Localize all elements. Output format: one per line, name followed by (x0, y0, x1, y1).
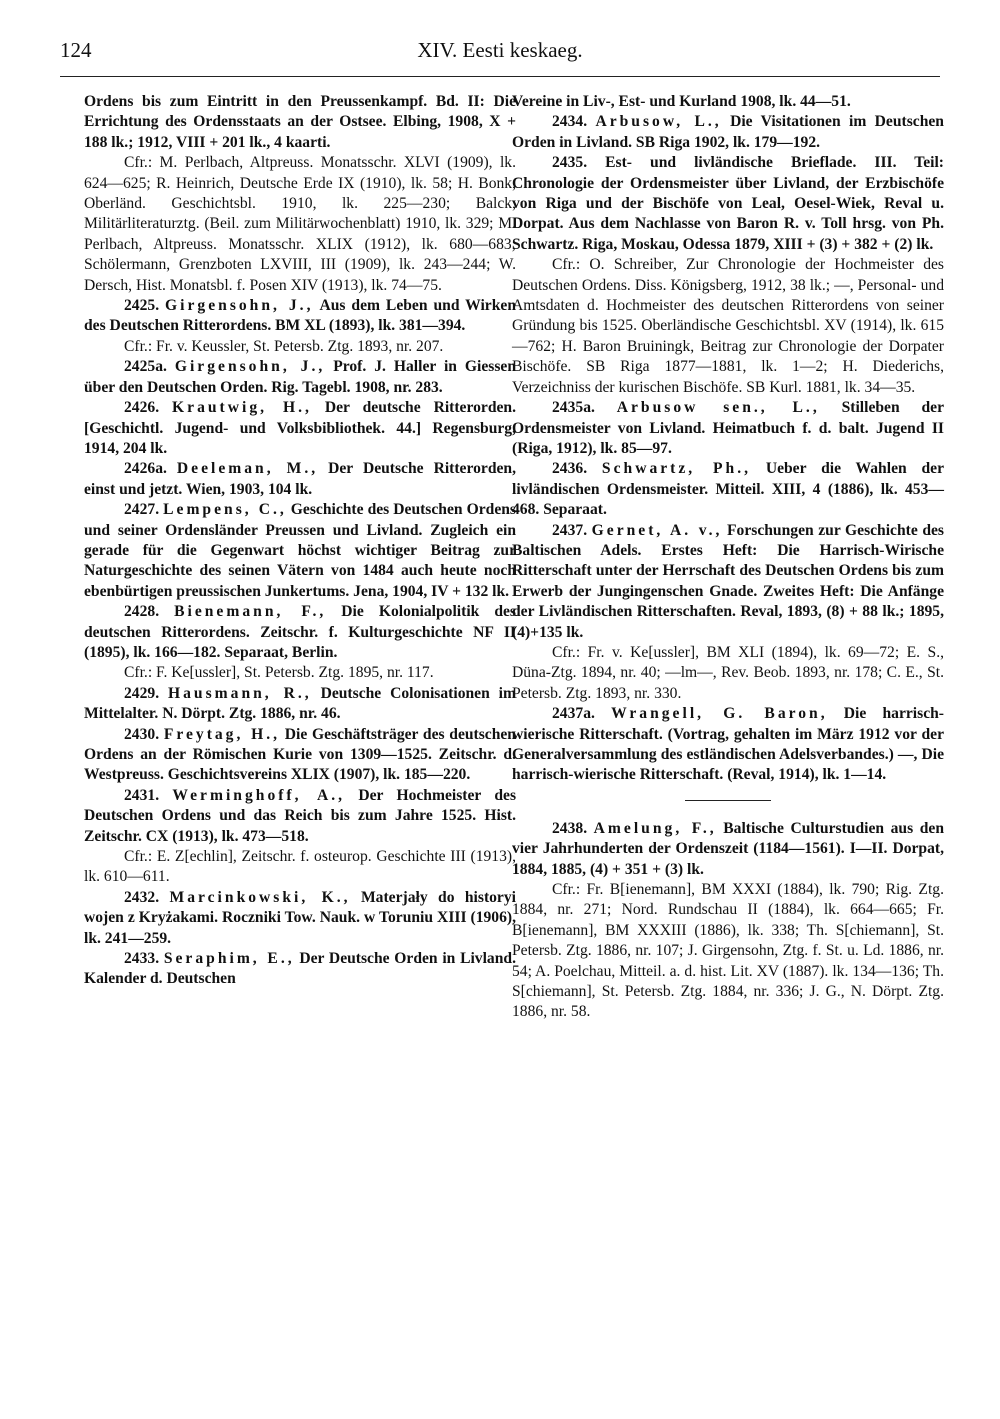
entry-title: Deutsche Colonisationen im Mittelalter. N. Dörpt. Ztg. 1886, nr. 46. (84, 684, 516, 723)
entry-number: 2437. (552, 521, 588, 539)
entry-2437a (512, 704, 944, 786)
entry-2431 (84, 786, 516, 847)
entry-2428 (84, 602, 516, 663)
entry-2426 (84, 398, 516, 459)
entry-author: Hausmann, R., (168, 684, 312, 702)
entry-title: Die Kolonialpolitik des deutschen Ritterordens. Zeitschr. f. Kulturgeschichte NF II (1895), lk. 166—182. Separaat, Berlin. (84, 603, 516, 661)
entry-number: 2433. (124, 950, 160, 968)
cfr-note: Cfr.: E. Z[echlin], Zeitschr. f. osteurop. Geschichte III (1913), lk. 610—611. (84, 848, 516, 886)
continued-entry-title: Vereine in Liv-, Est- und Kurland 1908, lk. 44—51. (512, 93, 851, 110)
entry-title: Baltische Culturstudien aus den vier Jahrhunderten der Ordenszeit (1184—1561). I—II. Dorpat, 1884, 1885, (4) + 351 + (3) lk. (512, 819, 944, 878)
header-rule (60, 76, 940, 77)
entry-title: Aus dem Leben und Wirken des Deutschen Ritterordens. BM XL (1893), lk. 381—394. (84, 297, 516, 335)
entry-title: Der Deutsche Orden in Livland. Kalender d. Deutschen (84, 950, 516, 988)
entry-2437 (512, 521, 944, 643)
right-column (512, 92, 944, 1023)
entry-number: 2432. (124, 888, 160, 906)
entry-author: Arbusow, L., (595, 113, 722, 131)
entry-2426a (84, 459, 516, 500)
entry-author: Freytag, H., (163, 725, 281, 743)
entry-author: Girgensohn, J., (174, 358, 326, 376)
entry-number: 2430. (124, 725, 160, 743)
entry-title: Der Hochmeister des Deutschen Ordens und das Reich bis zum Jahre 1525. Hist. Zeitschr. CX (1913), lk. 473—518. (84, 786, 517, 845)
entry-2435a (512, 398, 944, 459)
running-title: XIV. Eesti keskaeg. (417, 38, 583, 62)
entry-author: Schwartz, Ph., (601, 460, 751, 478)
entry-title: Est- und livländische Brieflade. III. Teil: Chronologie der Ordensmeister über Livland, der Erzbischöfe von Riga und der Bischöfe von Leal, Oesel-Wiek, Reval u. Dorpat. Aus dem Nachlasse von Baron R. v. Toll hrsg. von Ph. Schwartz. Riga, Moskau, Odessa 1879, XIII + (3) + 382 + (2) lk. (512, 154, 944, 253)
entry-number: 2425. (124, 297, 160, 315)
entry-2430 (84, 725, 516, 786)
entry-2429 (84, 684, 516, 725)
entry-number: 2436. (552, 460, 588, 478)
page-number: 124 (60, 38, 92, 62)
entry-title: Prof. J. Haller in Giessen über den Deutschen Orden. Rig. Tagebl. 1908, nr. 283. (84, 358, 517, 396)
entry-number: 2434. (552, 113, 588, 131)
entry-number: 2428. (124, 603, 160, 621)
left-column (84, 92, 516, 990)
cfr-note: Cfr.: F. Ke[ussler], St. Petersb. Ztg. 1895, nr. 117. (124, 664, 434, 682)
entry-author: Gernet, A. v., (591, 521, 723, 539)
cfr-note: Cfr.: Fr. v. Keussler, St. Petersb. Ztg. 1893, nr. 207. (124, 337, 444, 355)
section-divider (685, 800, 771, 801)
cfr-note: Cfr.: Fr. B[ienemann], BM XXXI (1884), lk. 790; Rig. Ztg. 1884, nr. 271; Nord. Rundschau II (1884), lk. 664—665; Fr. B[ienemann], BM XXXIII (1886), lk. 338; Th. S[chiemann], St. Petersb. Ztg. 1886, nr. 107; J. Girgensohn, Ztg. f. St. u. Ld. 1886, nr. 54; A. Poelchau, Mitteil. a. d. hist. Lit. XV (1887). lk. 134—136; Th. S[chiemann], St. Petersb. Ztg. 1884, nr. 336; J. G., N. Dörpt. Ztg. 1886, nr. 58. (512, 881, 944, 1021)
entry-2438 (512, 819, 944, 880)
entry-number: 2437a. (552, 705, 595, 723)
entry-number: 2438. (552, 819, 588, 837)
entry-2425a (84, 357, 516, 398)
entry-2434 (512, 112, 944, 153)
entry-author: Krautwig, H., (172, 399, 312, 417)
entry-author: Seraphim, E., (163, 950, 295, 968)
entry-number: 2426a. (124, 460, 167, 478)
entry-2425 (84, 296, 516, 337)
entry-title: Stilleben der Ordensmeister von Livland. Heimatbuch f. d. balt. Jugend II (Riga, 1912), lk. 85—97. (512, 399, 944, 457)
entry-number: 2429. (124, 684, 160, 702)
entry-title: Die Geschäftsträger des deutschen Ordens an der Römischen Kurie von 1309—1525. Zeitschr. d. Westpreuss. Geschichtsvereins XLIX (1907), lk. 185—220. (84, 725, 516, 784)
entry-author: Amelung, F., (593, 819, 717, 837)
page-header (60, 38, 940, 74)
entry-author: Lempens, C., (163, 501, 287, 519)
entry-author: Marcinkowski, K., (169, 888, 351, 906)
entry-author: Deeleman, M., (176, 460, 319, 478)
cfr-note: Cfr.: O. Schreiber, Zur Chronologie der Hochmeister des Deutschen Ordens. Diss. Königsberg, 1912, 38 lk.; —, Personal- und Amtsdaten d. Hochmeister des deutschen Ritterordens von seiner Gründung bis 1525. Oberländische Geschichtsbl. XV (1914), lk. 615—762; H. Baron Bruiningk, Beitrag zur Chronologie der Dorpater Bischöfe. SB Riga 1877—1881, lk. 1—2; H. Diederichs, Verzeichniss der kurischen Bischöfe. SB Kurl. 1881, lk. 34—35. (512, 256, 944, 396)
entry-2436 (512, 459, 944, 520)
entry-title: Der Deutsche Ritterorden, einst und jetzt. Wien, 1903, 104 lk. (84, 460, 516, 498)
entry-author: Werminghoff, A., (172, 786, 346, 804)
entry-number: 2431. (124, 786, 160, 804)
cfr-note: Cfr.: M. Perlbach, Altpreuss. Monatsschr. XLVI (1909), lk. 624—625; R. Heinrich, Deutsche Erde IX (1910), lk. 58; H. Bonk, Oberländ. Geschichtsbl. 1910, lk. 225—230; Balck, Militärliteraturztg. (Beil. zum Militärwochenblatt) 1910, lk. 329; M. Perlbach, Altpreuss. Monatsschr. XLIX (1912), lk. 680—683; Schölermann, Grenzboten LXVIII, III (1909), lk. 243—244; W. Dersch, Hist. Monatsbl. f. Posen XIV (1913), lk. 74—75. (84, 154, 516, 294)
entry-2435 (512, 153, 944, 255)
entry-number: 2435. (552, 154, 588, 172)
entry-title: Die Visitationen im Deutschen Orden in Livland. SB Riga 1902, lk. 179—192. (512, 113, 944, 151)
entry-title: Der deutsche Ritterorden. [Geschichtl. Jugend- und Volksbibliothek. 44.] Regensburg, 1914, 204 lk. (84, 399, 516, 457)
entry-title: Forschungen zur Geschichte des Baltischen Adels. Erstes Heft: Die Harrisch-Wirische Ritterschaft unter der Herrschaft des Deutschen Ordens bis zum Erwerb der Jungingenschen Gnade. Zweites Heft: Die Anfänge der Livländischen Ritterschaften. Reval, 1893, (8) + 88 lk.; 1895, (4)+135 lk. (512, 521, 944, 641)
continued-entry-title: Ordens bis zum Eintritt in den Preussenkampf. Bd. II: Die Errichtung des Ordensstaats an der Ostsee. Elbing, 1908, X + 188 lk.; 1912, VIII + 201 lk., 4 kaarti. (84, 93, 516, 151)
entry-2427 (84, 500, 516, 602)
entry-number: 2426. (124, 399, 160, 417)
entry-title: Geschichte des Deutschen Ordens und seiner Ordensländer Preussen und Livland. Zugleich ein gerade für die Gegenwart höchst wichtiger Beitrag zur Naturgeschichte des seinen Vätern von 1484 auch heute noch ebenbürtigen preussischen Junkertums. Jena, 1904, IV + 132 lk. (84, 501, 516, 600)
entry-title: Ueber die Wahlen der livländischen Ordensmeister. Mitteil. XIII, 4 (1886), lk. 453—468. Separaat. (512, 460, 944, 519)
entry-2432 (84, 888, 516, 949)
entry-author: Girgensohn, J., (165, 297, 314, 315)
entry-author: Bienemann, F., (174, 603, 327, 621)
entry-number: 2425a. (124, 358, 167, 376)
entry-title: Materjały do historyi wojen z Kryżakami. Roczniki Tow. Nauk. w Toruniu XIII (1906), lk. 241—259. (84, 888, 516, 947)
entry-author: Arbusow sen., L., (616, 399, 820, 417)
entry-2433 (84, 949, 516, 990)
entry-number: 2435a. (552, 399, 595, 417)
entry-number: 2427. (124, 501, 160, 519)
entry-author: Wrangell, G. Baron, (611, 705, 828, 723)
cfr-note: Cfr.: Fr. v. Ke[ussler], BM XLI (1894), lk. 69—72; E. S., Düna-Ztg. 1894, nr. 40; —lm—, Rev. Beob. 1893, nr. 178; C. E., St. Petersb. Ztg. 1893, nr. 330. (512, 643, 944, 702)
entry-title: Die harrisch-wierische Ritterschaft. (Vortrag, gehalten im März 1912 vor der Generalversammlung des estländischen Adelsverbandes.) —, Die harrisch-wierische Ritterschaft. (Reval, 1914), lk. 1—14. (512, 705, 944, 784)
